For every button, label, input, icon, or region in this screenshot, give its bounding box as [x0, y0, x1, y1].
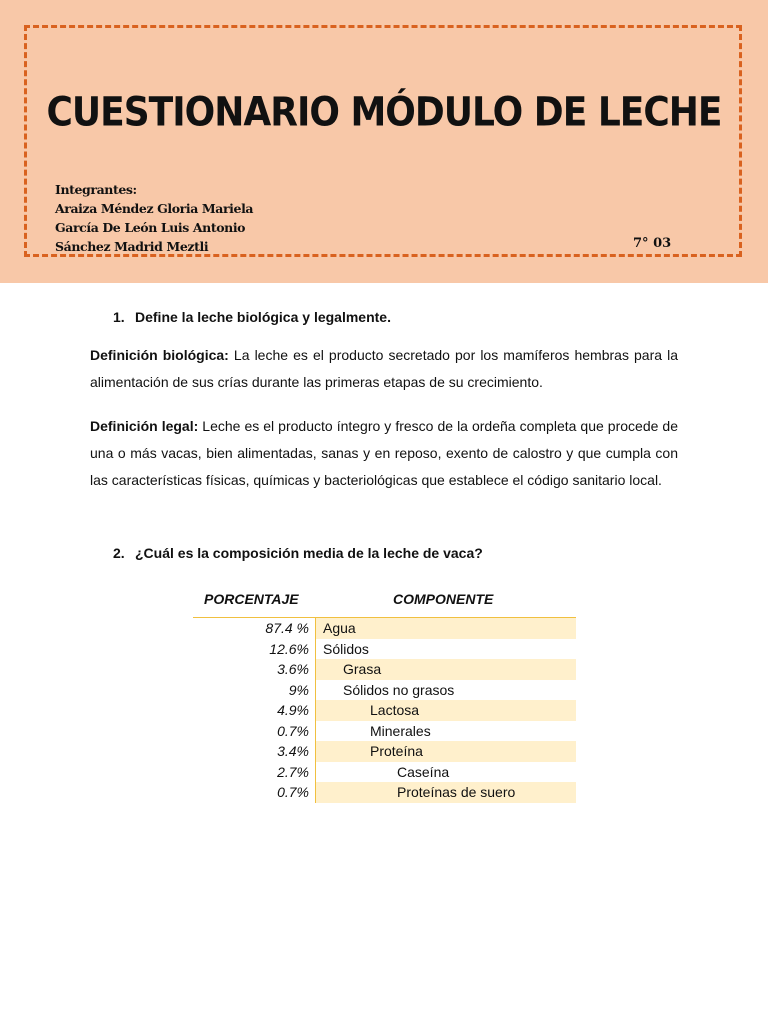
question-text: Define la leche biológica y legalmente.	[135, 309, 391, 325]
component-cell: Proteína	[370, 743, 423, 759]
composition-table	[193, 586, 576, 803]
question-number: 2.	[113, 545, 125, 561]
percentage-cell: 87.4 %	[193, 618, 316, 639]
document-title: CUESTIONARIO MÓDULO DE LECHE	[46, 89, 722, 136]
question-text: ¿Cuál es la composición media de la leche de vaca?	[135, 545, 483, 561]
percentage-cell: 9%	[193, 680, 316, 701]
member-name: Sánchez Madrid Meztli	[55, 239, 209, 254]
component-cell: Caseína	[397, 763, 450, 780]
members-block	[55, 180, 253, 256]
table-row	[193, 700, 576, 721]
biological-definition	[90, 342, 678, 396]
percentage-cell: 3.6%	[193, 659, 316, 680]
component-cell: Agua	[323, 620, 356, 636]
component-header: COMPONENTE	[393, 591, 494, 607]
member-name: García De León Luis Antonio	[55, 220, 246, 235]
percentage-cell: 12.6%	[193, 639, 316, 660]
table-row	[193, 618, 576, 639]
question-2	[113, 545, 483, 561]
percentage-cell: 2.7%	[193, 762, 316, 783]
component-cell: Grasa	[343, 661, 382, 677]
component-cell: Lactosa	[370, 702, 420, 718]
component-cell: Sólidos	[323, 640, 369, 657]
table-row	[193, 680, 576, 701]
table-row	[193, 782, 576, 803]
members-label: Integrantes:	[55, 182, 137, 197]
member-name: Araiza Méndez Gloria Mariela	[55, 201, 254, 216]
legal-definition	[90, 413, 678, 494]
question-1	[113, 309, 391, 325]
table-row	[193, 741, 576, 762]
table-row	[193, 762, 576, 783]
component-cell: Proteínas de suero	[397, 784, 516, 800]
percentage-cell: 3.4%	[193, 741, 316, 762]
table-body	[193, 618, 576, 803]
component-cell: Minerales	[370, 722, 431, 739]
definition-label: Definición biológica:	[90, 347, 229, 363]
header-band	[0, 0, 768, 283]
percentage-cell: 0.7%	[193, 721, 316, 742]
definition-text: Leche es el producto íntegro y fresco de la ordeña completa que procede de una o más vacas, bien alimentadas, sanas y en reposo, exento de calostro y que cumpla con las características físicas, químicas y bacteriológicas que establece el código sanitario local.	[90, 418, 678, 488]
table-header	[193, 586, 576, 618]
percentage-header: PORCENTAJE	[204, 591, 299, 607]
percentage-cell: 0.7%	[193, 782, 316, 803]
percentage-cell: 4.9%	[193, 700, 316, 721]
component-cell: Sólidos no grasos	[343, 681, 455, 698]
definition-text: La leche es el producto secretado por los mamíferos hembras para la alimentación de sus crías durante las primeras etapas de su crecimiento.	[90, 347, 678, 390]
question-number: 1.	[113, 309, 125, 325]
table-row	[193, 659, 576, 680]
table-row	[193, 721, 576, 742]
definition-label: Definición legal:	[90, 418, 199, 434]
table-row	[193, 639, 576, 660]
group-code: 7° 03	[633, 236, 672, 251]
